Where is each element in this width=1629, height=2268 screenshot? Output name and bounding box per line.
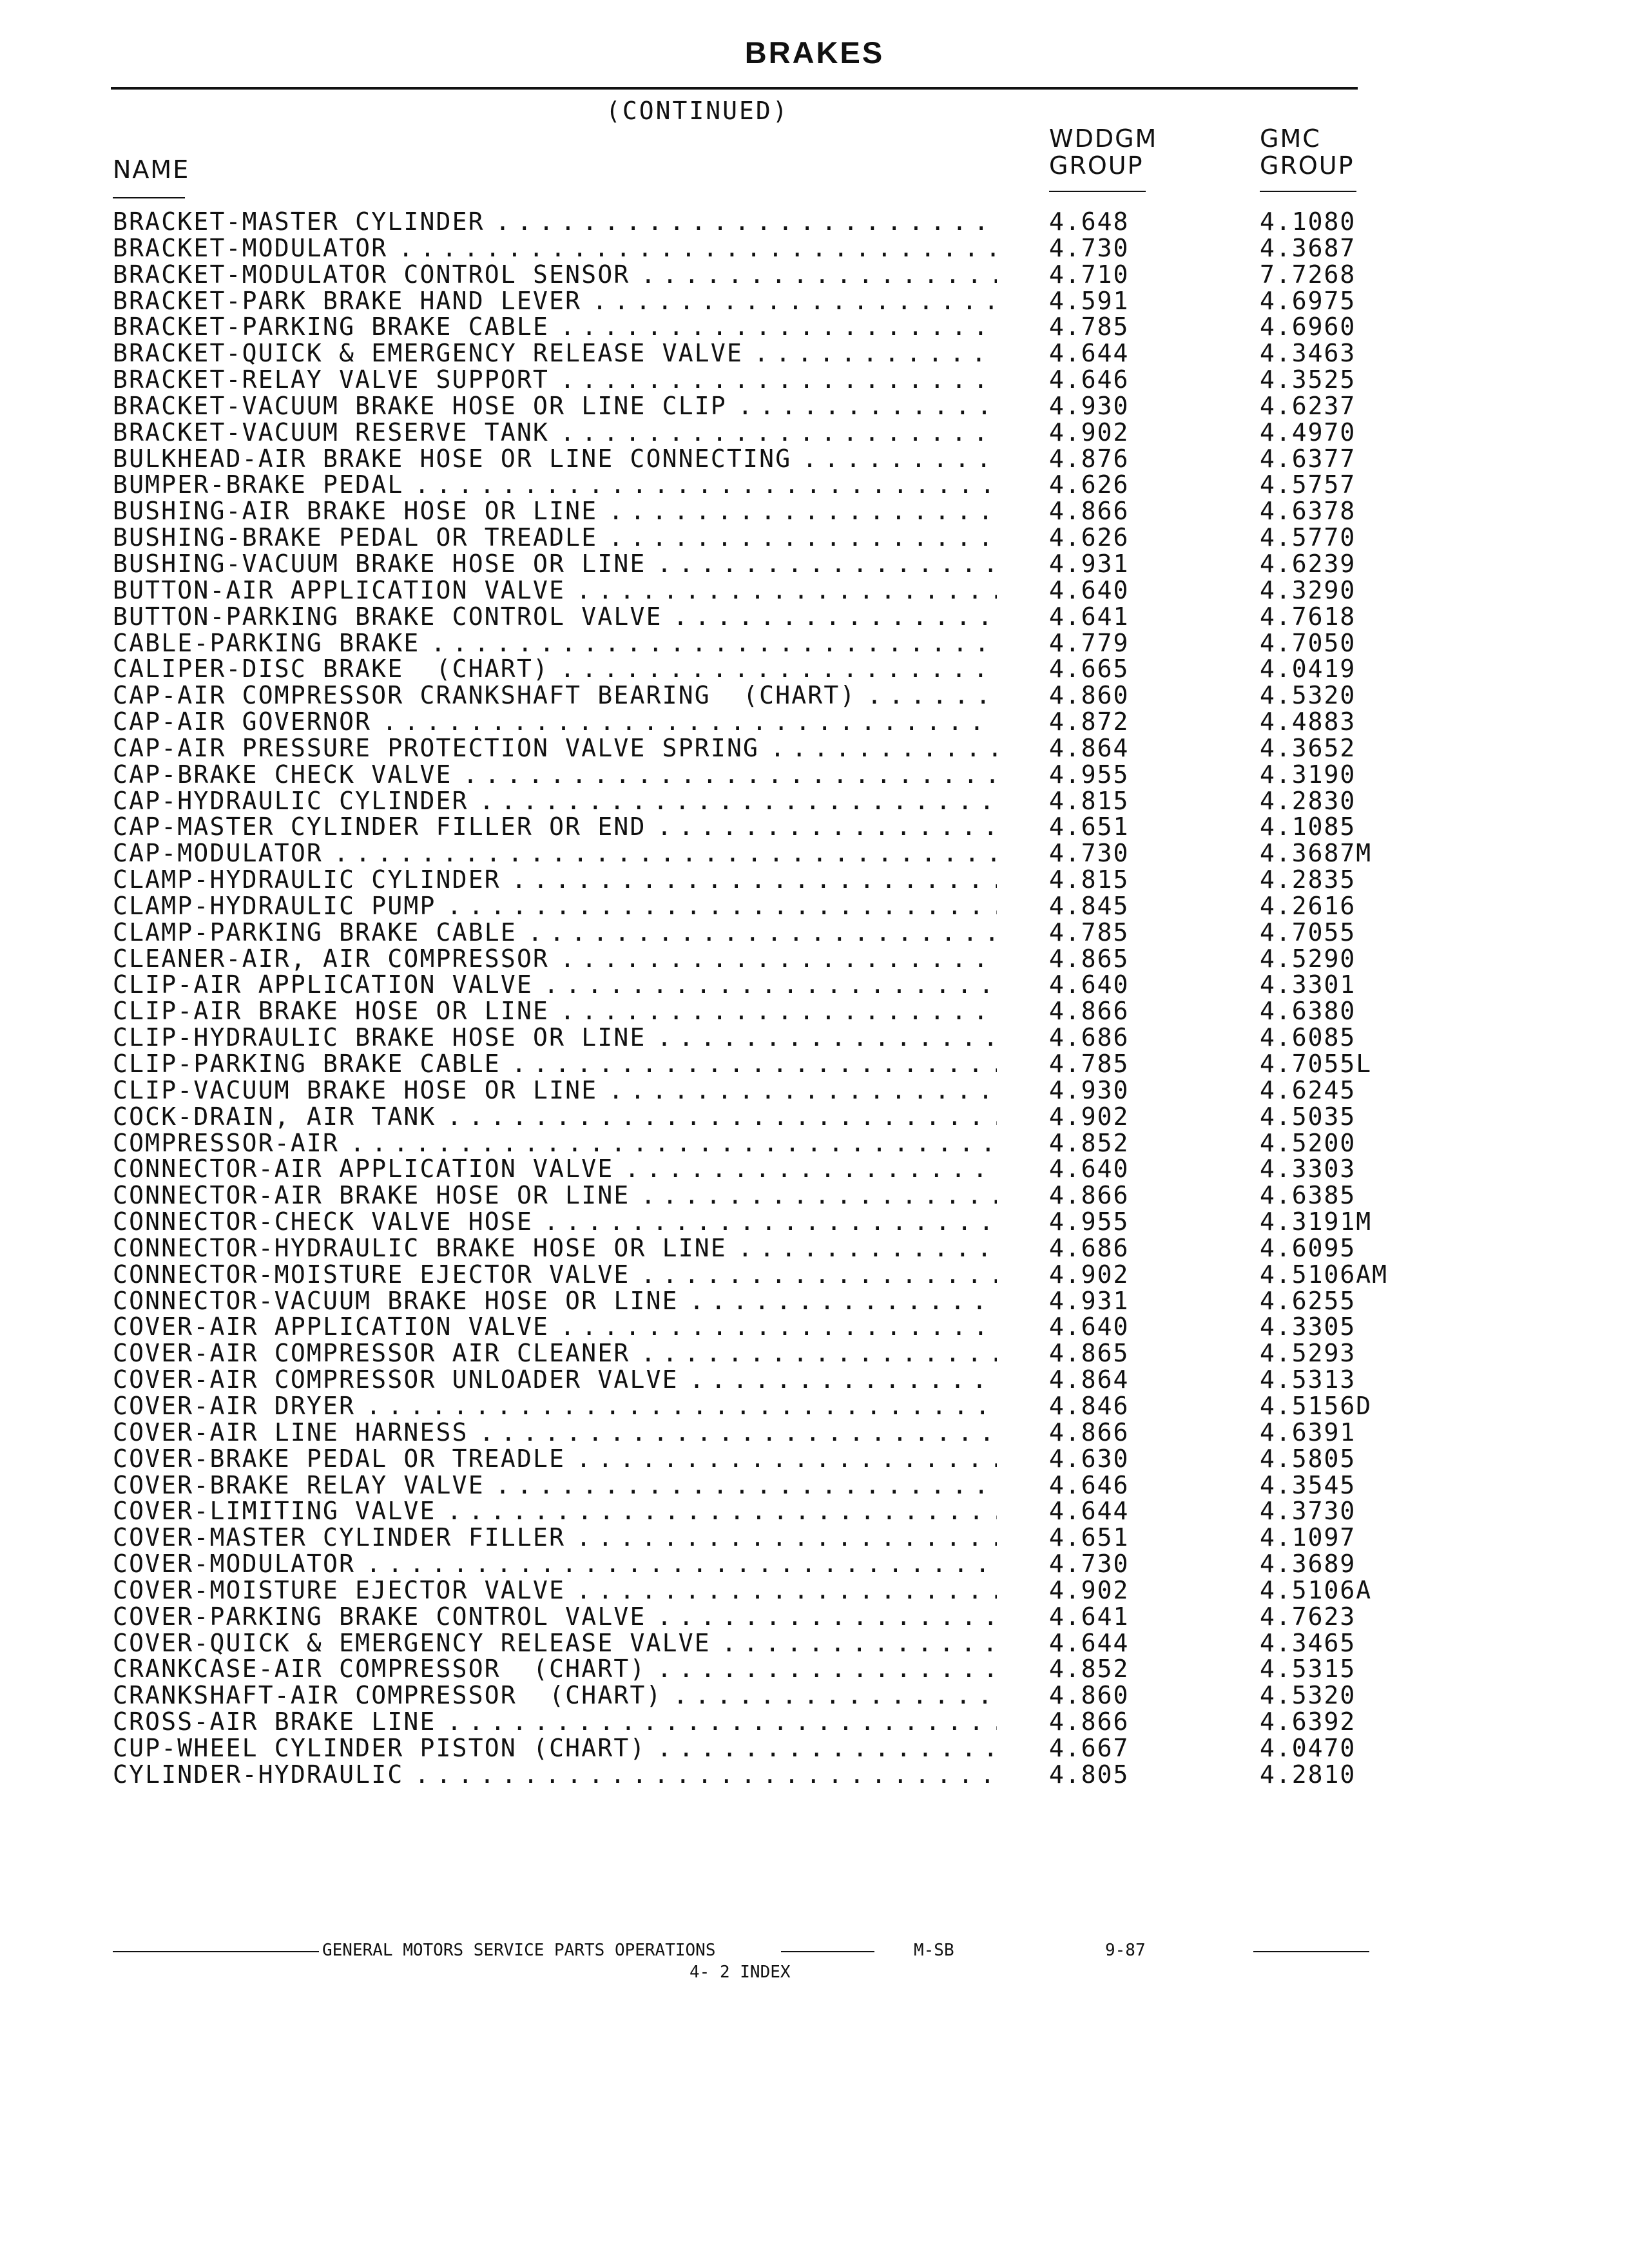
wddgm-group: 4.785 (1049, 918, 1130, 947)
gmc-group: 4.3191M (1260, 1207, 1373, 1236)
gmc-group: 4.5315 (1260, 1655, 1356, 1684)
wddgm-group: 4.805 (1049, 1760, 1130, 1789)
wddgm-group: 4.865 (1049, 1339, 1130, 1368)
wddgm-group: 4.644 (1049, 1628, 1130, 1657)
gmc-group: 4.6237 (1260, 391, 1356, 420)
part-name: COVER-LIMITING VALVE . . . (113, 1498, 997, 1524)
part-name: BUTTON-AIR APPLICATION VALVE . . . (113, 577, 997, 604)
wddgm-group: 4.852 (1049, 1128, 1130, 1157)
list-item (113, 1446, 1434, 1472)
gmc-group: 4.1097 (1260, 1523, 1356, 1552)
gmc-group: 4.2810 (1260, 1760, 1356, 1789)
column-rule-wddgm (1049, 191, 1146, 192)
column-header-gmc: GMC GROUP (1260, 124, 1354, 180)
list-item (113, 1604, 1434, 1630)
part-name: BUSHING-VACUUM BRAKE HOSE OR LINE . . . (113, 551, 997, 577)
list-item (113, 1367, 1434, 1393)
list-item (113, 209, 1434, 235)
footer-company: GENERAL MOTORS SERVICE PARTS OPERATIONS (322, 1941, 716, 1960)
list-item (113, 577, 1434, 604)
list-item (113, 288, 1434, 314)
gmc-group: 4.5313 (1260, 1365, 1356, 1394)
wddgm-group: 4.686 (1049, 1233, 1130, 1262)
part-name: CONNECTOR-CHECK VALVE HOSE . . . (113, 1209, 997, 1235)
list-item (113, 682, 1434, 709)
gmc-group: 4.6377 (1260, 444, 1356, 473)
gmc-group: 4.7055 (1260, 918, 1356, 947)
list-item (113, 893, 1434, 919)
gmc-group: 4.4883 (1260, 707, 1356, 736)
wddgm-group: 4.860 (1049, 1681, 1130, 1710)
list-item (113, 709, 1434, 735)
list-item (113, 1551, 1434, 1577)
wddgm-group: 4.640 (1049, 970, 1130, 999)
footer-date: 9-87 (1105, 1941, 1146, 1960)
wddgm-group: 4.955 (1049, 760, 1130, 789)
part-name: BUSHING-AIR BRAKE HOSE OR LINE . . . (113, 498, 997, 524)
part-name: CAP-MODULATOR . . . (113, 840, 997, 867)
list-item (113, 1656, 1434, 1682)
footer-rule-left (113, 1951, 319, 1952)
part-name: CAP-HYDRAULIC CYLINDER . . . (113, 788, 997, 814)
gmc-group: 4.7618 (1260, 602, 1356, 631)
gmc-group: 4.5293 (1260, 1339, 1356, 1368)
wddgm-group: 4.644 (1049, 1497, 1130, 1526)
part-name: CAP-AIR PRESSURE PROTECTION VALVE SPRING . . . (113, 735, 997, 762)
part-name: COCK-DRAIN, AIR TANK . . . (113, 1104, 997, 1130)
part-name: CUP-WHEEL CYLINDER PISTON (CHART) . . . (113, 1735, 997, 1762)
part-name: CLEANER-AIR, AIR COMPRESSOR . . . (113, 946, 997, 972)
gmc-group: 4.6085 (1260, 1023, 1356, 1052)
part-name: BRACKET-RELAY VALVE SUPPORT . . . (113, 367, 997, 393)
part-name: BRACKET-PARKING BRAKE CABLE . . . (113, 314, 997, 340)
list-item (113, 1735, 1434, 1762)
gmc-group: 4.2830 (1260, 786, 1356, 815)
wddgm-group: 4.648 (1049, 207, 1130, 236)
wddgm-group: 4.640 (1049, 575, 1130, 604)
page-footer (0, 1941, 1629, 1992)
part-name: BRACKET-MODULATOR . . . (113, 235, 997, 262)
wddgm-group: 4.640 (1049, 1155, 1130, 1184)
gmc-group: 4.6391 (1260, 1418, 1356, 1446)
list-item (113, 998, 1434, 1024)
list-item (113, 1077, 1434, 1104)
footer-rule-middle (781, 1951, 874, 1952)
list-item (113, 1472, 1434, 1499)
list-item (113, 367, 1434, 393)
wddgm-group: 4.852 (1049, 1655, 1130, 1684)
list-item (113, 314, 1434, 340)
part-name: CONNECTOR-AIR BRAKE HOSE OR LINE . . . (113, 1182, 997, 1209)
wddgm-group: 4.930 (1049, 391, 1130, 420)
part-name: CONNECTOR-AIR APPLICATION VALVE . . . (113, 1156, 997, 1182)
wddgm-group: 4.651 (1049, 1523, 1130, 1552)
gmc-group: 4.5290 (1260, 944, 1356, 973)
gmc-group: 4.2616 (1260, 891, 1356, 920)
column-header-wddgm: WDDGM GROUP (1049, 124, 1158, 180)
gmc-group: 4.3687M (1260, 839, 1373, 868)
list-item (113, 1340, 1434, 1367)
part-name: BULKHEAD-AIR BRAKE HOSE OR LINE CONNECTING . . . (113, 446, 997, 472)
continued-label: (CONTINUED) (606, 97, 789, 125)
gmc-group: 4.3463 (1260, 339, 1356, 368)
list-item (113, 1393, 1434, 1419)
list-item (113, 446, 1434, 472)
part-name: CONNECTOR-MOISTURE EJECTOR VALVE . . . (113, 1262, 997, 1288)
gmc-group: 4.3652 (1260, 733, 1356, 762)
gmc-group: 4.3465 (1260, 1628, 1356, 1657)
gmc-group: 4.6255 (1260, 1286, 1356, 1315)
part-name: COVER-AIR DRYER . . . (113, 1393, 997, 1419)
list-item (113, 604, 1434, 630)
gmc-group: 4.6385 (1260, 1181, 1356, 1210)
part-name: CONNECTOR-HYDRAULIC BRAKE HOSE OR LINE . . . (113, 1235, 997, 1262)
part-name: CLIP-PARKING BRAKE CABLE . . . (113, 1051, 997, 1077)
list-item (113, 1762, 1434, 1788)
wddgm-group: 4.902 (1049, 418, 1130, 447)
list-item (113, 1419, 1434, 1446)
wddgm-group: 4.860 (1049, 681, 1130, 710)
gmc-group: 7.7268 (1260, 260, 1356, 289)
list-item (113, 788, 1434, 814)
wddgm-group: 4.864 (1049, 1365, 1130, 1394)
part-name: CLIP-VACUUM BRAKE HOSE OR LINE . . . (113, 1077, 997, 1104)
gmc-group: 4.3525 (1260, 365, 1356, 394)
part-name: COVER-AIR COMPRESSOR AIR CLEANER . . . (113, 1340, 997, 1367)
gmc-group: 4.6095 (1260, 1233, 1356, 1262)
part-name: CLIP-AIR APPLICATION VALVE . . . (113, 972, 997, 998)
wddgm-group: 4.646 (1049, 1470, 1130, 1499)
list-item (113, 919, 1434, 946)
wddgm-group: 4.846 (1049, 1391, 1130, 1420)
list-item (113, 1209, 1434, 1235)
column-rule-name (113, 197, 185, 198)
part-name: CAP-BRAKE CHECK VALVE . . . (113, 762, 997, 788)
gmc-group: 4.5320 (1260, 681, 1356, 710)
list-item (113, 1262, 1434, 1288)
part-name: BUTTON-PARKING BRAKE CONTROL VALVE . . . (113, 604, 997, 630)
list-item (113, 1682, 1434, 1709)
part-name: COVER-PARKING BRAKE CONTROL VALVE . . . (113, 1604, 997, 1630)
part-name: BRACKET-VACUUM RESERVE TANK . . . (113, 419, 997, 446)
column-header-name: NAME (113, 155, 190, 184)
list-item (113, 814, 1434, 840)
gmc-group: 4.3290 (1260, 575, 1356, 604)
wddgm-group: 4.931 (1049, 549, 1130, 578)
footer-index: 4- 2 INDEX (689, 1963, 791, 1982)
gmc-group: 4.5106A (1260, 1575, 1373, 1604)
list-item (113, 1156, 1434, 1182)
wddgm-group: 4.730 (1049, 839, 1130, 868)
wddgm-group: 4.902 (1049, 1102, 1130, 1131)
part-name: COVER-AIR LINE HARNESS . . . (113, 1419, 997, 1446)
list-item (113, 735, 1434, 762)
list-item (113, 1577, 1434, 1604)
list-item (113, 1130, 1434, 1157)
wddgm-group: 4.931 (1049, 1286, 1130, 1315)
wddgm-group: 4.785 (1049, 1050, 1130, 1078)
wddgm-group: 4.902 (1049, 1575, 1130, 1604)
wddgm-group: 4.641 (1049, 602, 1130, 631)
part-name: COVER-MASTER CYLINDER FILLER . . . (113, 1524, 997, 1551)
column-rule-gmc (1260, 191, 1356, 192)
part-name: BRACKET-VACUUM BRAKE HOSE OR LINE CLIP . . . (113, 393, 997, 419)
gmc-group: 4.5106AM (1260, 1260, 1389, 1289)
part-name: CLIP-AIR BRAKE HOSE OR LINE . . . (113, 998, 997, 1024)
gmc-group: 4.5770 (1260, 523, 1356, 552)
wddgm-group: 4.930 (1049, 1075, 1130, 1104)
list-item (113, 1024, 1434, 1051)
part-name: CROSS-AIR BRAKE LINE . . . (113, 1709, 997, 1735)
part-name: CLAMP-PARKING BRAKE CABLE . . . (113, 919, 997, 946)
list-item (113, 472, 1434, 498)
wddgm-group: 4.640 (1049, 1312, 1130, 1341)
list-item (113, 867, 1434, 893)
part-name: CAP-MASTER CYLINDER FILLER OR END . . . (113, 814, 997, 840)
gmc-group: 4.1085 (1260, 812, 1356, 841)
wddgm-group: 4.845 (1049, 891, 1130, 920)
list-item (113, 1630, 1434, 1657)
wddgm-group: 4.641 (1049, 1602, 1130, 1631)
part-name: COVER-QUICK & EMERGENCY RELEASE VALVE . . . (113, 1630, 997, 1657)
gmc-group: 4.3301 (1260, 970, 1356, 999)
list-item (113, 630, 1434, 657)
list-item (113, 498, 1434, 524)
part-name: CABLE-PARKING BRAKE . . . (113, 630, 997, 657)
part-name: CLIP-HYDRAULIC BRAKE HOSE OR LINE . . . (113, 1024, 997, 1051)
wddgm-group: 4.785 (1049, 312, 1130, 341)
gmc-group: 4.6975 (1260, 286, 1356, 315)
part-name: COVER-MODULATOR . . . (113, 1551, 997, 1577)
part-name: CRANKCASE-AIR COMPRESSOR (CHART) . . . (113, 1656, 997, 1682)
wddgm-group: 4.626 (1049, 470, 1130, 499)
gmc-group: 4.0470 (1260, 1733, 1356, 1762)
part-name: COVER-AIR APPLICATION VALVE . . . (113, 1314, 997, 1340)
gmc-group: 4.6378 (1260, 497, 1356, 526)
wddgm-group: 4.866 (1049, 497, 1130, 526)
gmc-group: 4.5757 (1260, 470, 1356, 499)
list-item (113, 1314, 1434, 1340)
wddgm-group: 4.667 (1049, 1733, 1130, 1762)
part-name: BUMPER-BRAKE PEDAL . . . (113, 472, 997, 498)
gmc-group: 4.5320 (1260, 1681, 1356, 1710)
list-item (113, 1709, 1434, 1735)
part-name: COVER-BRAKE RELAY VALVE . . . (113, 1472, 997, 1499)
list-item (113, 551, 1434, 577)
wddgm-group: 4.686 (1049, 1023, 1130, 1052)
gmc-group: 4.7623 (1260, 1602, 1356, 1631)
part-name: CALIPER-DISC BRAKE (CHART) . . . (113, 656, 997, 682)
part-name: CAP-AIR COMPRESSOR CRANKSHAFT BEARING (CHART) . . . (113, 682, 997, 709)
list-item (113, 1235, 1434, 1262)
part-name: CYLINDER-HYDRAULIC . . . (113, 1762, 997, 1788)
gmc-group: 4.6239 (1260, 549, 1356, 578)
title-rule (111, 87, 1358, 90)
wddgm-group: 4.866 (1049, 1181, 1130, 1210)
list-item (113, 1182, 1434, 1209)
list-item (113, 393, 1434, 419)
wddgm-group: 4.876 (1049, 444, 1130, 473)
wddgm-group: 4.815 (1049, 865, 1130, 894)
wddgm-group: 4.651 (1049, 812, 1130, 841)
wddgm-group: 4.665 (1049, 655, 1130, 684)
wddgm-group: 4.815 (1049, 786, 1130, 815)
gmc-group: 4.3687 (1260, 233, 1356, 262)
part-name: CAP-AIR GOVERNOR . . . (113, 709, 997, 735)
wddgm-group: 4.630 (1049, 1444, 1130, 1473)
wddgm-group: 4.955 (1049, 1207, 1130, 1236)
list-item (113, 656, 1434, 682)
wddgm-group: 4.872 (1049, 707, 1130, 736)
gmc-group: 4.2835 (1260, 865, 1356, 894)
wddgm-group: 4.591 (1049, 286, 1130, 315)
part-name: CLAMP-HYDRAULIC PUMP . . . (113, 893, 997, 919)
part-name: COVER-MOISTURE EJECTOR VALVE . . . (113, 1577, 997, 1604)
part-name: CRANKSHAFT-AIR COMPRESSOR (CHART) . . . (113, 1682, 997, 1709)
gmc-group: 4.3305 (1260, 1312, 1356, 1341)
gmc-group: 4.6245 (1260, 1075, 1356, 1104)
gmc-group: 4.3689 (1260, 1550, 1356, 1579)
gmc-group: 4.3303 (1260, 1155, 1356, 1184)
gmc-group: 4.3730 (1260, 1497, 1356, 1526)
part-name: BRACKET-QUICK & EMERGENCY RELEASE VALVE . . . (113, 340, 997, 367)
gmc-group: 4.5156D (1260, 1391, 1373, 1420)
part-name: COVER-AIR COMPRESSOR UNLOADER VALVE . . . (113, 1367, 997, 1393)
gmc-group: 4.6392 (1260, 1707, 1356, 1736)
gmc-group: 4.3545 (1260, 1470, 1356, 1499)
wddgm-group: 4.730 (1049, 233, 1130, 262)
list-item (113, 1104, 1434, 1130)
part-name: COMPRESSOR-AIR . . . (113, 1130, 997, 1157)
gmc-group: 4.5200 (1260, 1128, 1356, 1157)
wddgm-group: 4.866 (1049, 997, 1130, 1026)
parts-index-list (113, 209, 1434, 1788)
gmc-group: 4.0419 (1260, 655, 1356, 684)
footer-rule-right (1253, 1951, 1369, 1952)
gmc-group: 4.5805 (1260, 1444, 1356, 1473)
gmc-group: 4.3190 (1260, 760, 1356, 789)
list-item (113, 419, 1434, 446)
list-item (113, 1524, 1434, 1551)
wddgm-group: 4.866 (1049, 1418, 1130, 1446)
list-item (113, 1498, 1434, 1524)
gmc-group: 4.7055L (1260, 1050, 1373, 1078)
list-item (113, 235, 1434, 262)
wddgm-group: 4.626 (1049, 523, 1130, 552)
page-title: BRAKES (744, 35, 885, 70)
list-item (113, 262, 1434, 288)
part-name: CONNECTOR-VACUUM BRAKE HOSE OR LINE . . . (113, 1288, 997, 1314)
footer-code: M-SB (914, 1941, 954, 1960)
gmc-group: 4.6380 (1260, 997, 1356, 1026)
part-name: BRACKET-MODULATOR CONTROL SENSOR . . . (113, 262, 997, 288)
gmc-group: 4.4970 (1260, 418, 1356, 447)
gmc-group: 4.5035 (1260, 1102, 1356, 1131)
part-name: BUSHING-BRAKE PEDAL OR TREADLE . . . (113, 524, 997, 551)
wddgm-group: 4.644 (1049, 339, 1130, 368)
list-item (113, 1051, 1434, 1077)
part-name: COVER-BRAKE PEDAL OR TREADLE . . . (113, 1446, 997, 1472)
list-item (113, 946, 1434, 972)
wddgm-group: 4.902 (1049, 1260, 1130, 1289)
wddgm-group: 4.865 (1049, 944, 1130, 973)
wddgm-group: 4.646 (1049, 365, 1130, 394)
gmc-group: 4.1080 (1260, 207, 1356, 236)
wddgm-group: 4.730 (1049, 1550, 1130, 1579)
list-item (113, 524, 1434, 551)
wddgm-group: 4.864 (1049, 733, 1130, 762)
wddgm-group: 4.710 (1049, 260, 1130, 289)
wddgm-group: 4.866 (1049, 1707, 1130, 1736)
wddgm-group: 4.779 (1049, 628, 1130, 657)
part-name: BRACKET-PARK BRAKE HAND LEVER . . . (113, 288, 997, 314)
list-item (113, 840, 1434, 867)
list-item (113, 1288, 1434, 1314)
part-name: CLAMP-HYDRAULIC CYLINDER . . . (113, 867, 997, 893)
gmc-group: 4.7050 (1260, 628, 1356, 657)
gmc-group: 4.6960 (1260, 312, 1356, 341)
list-item (113, 340, 1434, 367)
list-item (113, 762, 1434, 788)
list-item (113, 972, 1434, 998)
part-name: BRACKET-MASTER CYLINDER . . . (113, 209, 997, 235)
